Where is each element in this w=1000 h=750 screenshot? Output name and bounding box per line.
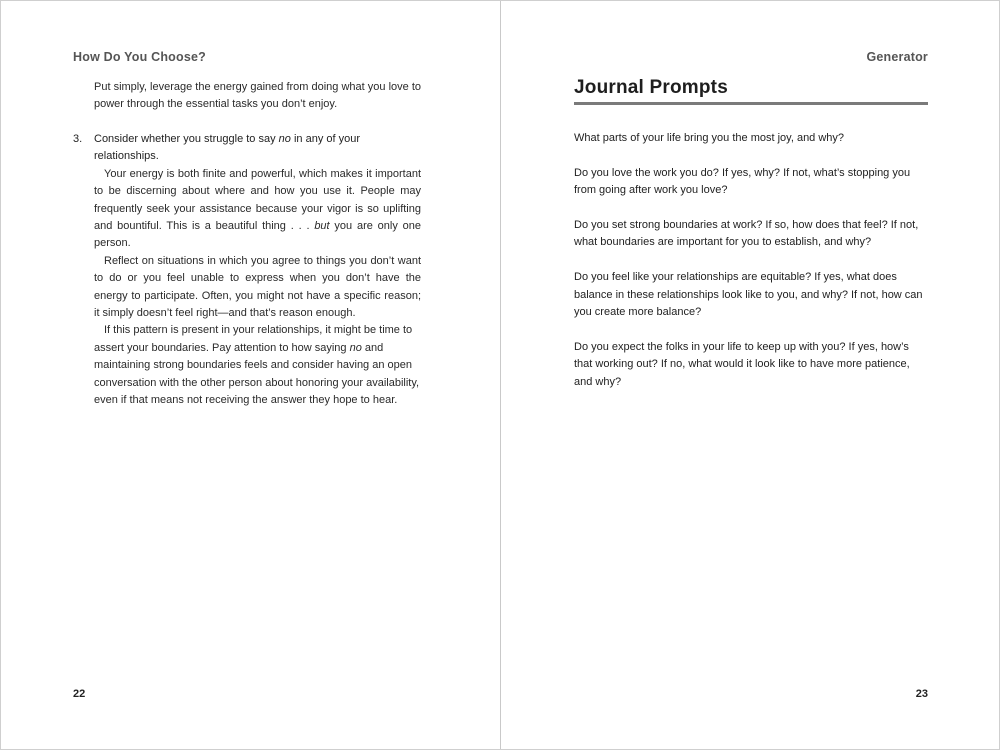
para1-post: you are only one person. xyxy=(94,220,421,250)
para3-em: no xyxy=(349,341,362,354)
item-number: 3. xyxy=(73,133,83,145)
item-heading xyxy=(94,131,421,166)
intro-text: Put simply, leverage the energy gained from doing what you love to power through the essential tasks you don’t enjoy. xyxy=(94,81,421,111)
right-page xyxy=(501,1,999,749)
section-title: Journal Prompts xyxy=(574,77,728,98)
intro-paragraph xyxy=(94,79,421,114)
prompt-list xyxy=(574,130,928,408)
item-body xyxy=(94,166,421,410)
para3-post: and maintaining strong boundaries feels and consider having an open conversation with the other person about honoring your availability, even if that means not receiving the answer they hope to hear. xyxy=(94,341,420,407)
prompt-item: Do you feel like your relationships are equitable? If yes, what does balance in these relationships look like to you, and why? If not, how can you create more balance? xyxy=(574,271,923,319)
page-number-right: 23 xyxy=(915,688,928,700)
para1-pre: Your energy is both finite and powerful, which makes it important to be discerning about where and how you use it. People may frequently seek your assistance because your vigor is so uplifting and bountiful. This is a beautiful thing . . . xyxy=(94,167,421,233)
item-paragraph-1 xyxy=(94,166,421,253)
para3-pre: If this pattern is present in your relationships, it might be time to assert your boundaries. Pay attention to how saying xyxy=(94,324,413,354)
running-head-left: How Do You Choose? xyxy=(73,50,206,64)
prompt-item: Do you expect the folks in your life to keep up with you? If yes, how’s that working out? If no, what would it look like to have more patience, and why? xyxy=(574,340,910,388)
numbered-item-3 xyxy=(73,131,421,410)
running-head-right: Generator xyxy=(866,50,928,64)
item-heading-post: in any of your relationships. xyxy=(94,133,360,163)
item-heading-pre: Consider whether you struggle to say xyxy=(94,133,279,145)
item-heading-em: no xyxy=(278,133,291,145)
left-page xyxy=(1,1,501,749)
prompt-item: Do you love the work you do? If yes, why? If not, what’s stopping you from going after work you love? xyxy=(574,166,911,197)
item-paragraph-3 xyxy=(94,322,421,409)
prompt-item: Do you set strong boundaries at work? If so, how does that feel? If not, what boundaries are important for you to establish, and why? xyxy=(574,219,919,249)
para1-em: but xyxy=(314,220,330,233)
item-paragraph-2: Reflect on situations in which you agree to things you don’t want to do or you feel unable to express when you don’t have the energy to participate. Often, you might not have a specific reason; it simply doesn’t feel right—and that’s reason enough. xyxy=(94,254,421,320)
title-rule xyxy=(574,102,928,105)
prompt-item: What parts of your life bring you the most joy, and why? xyxy=(574,132,845,144)
page-number-left: 22 xyxy=(73,688,86,700)
